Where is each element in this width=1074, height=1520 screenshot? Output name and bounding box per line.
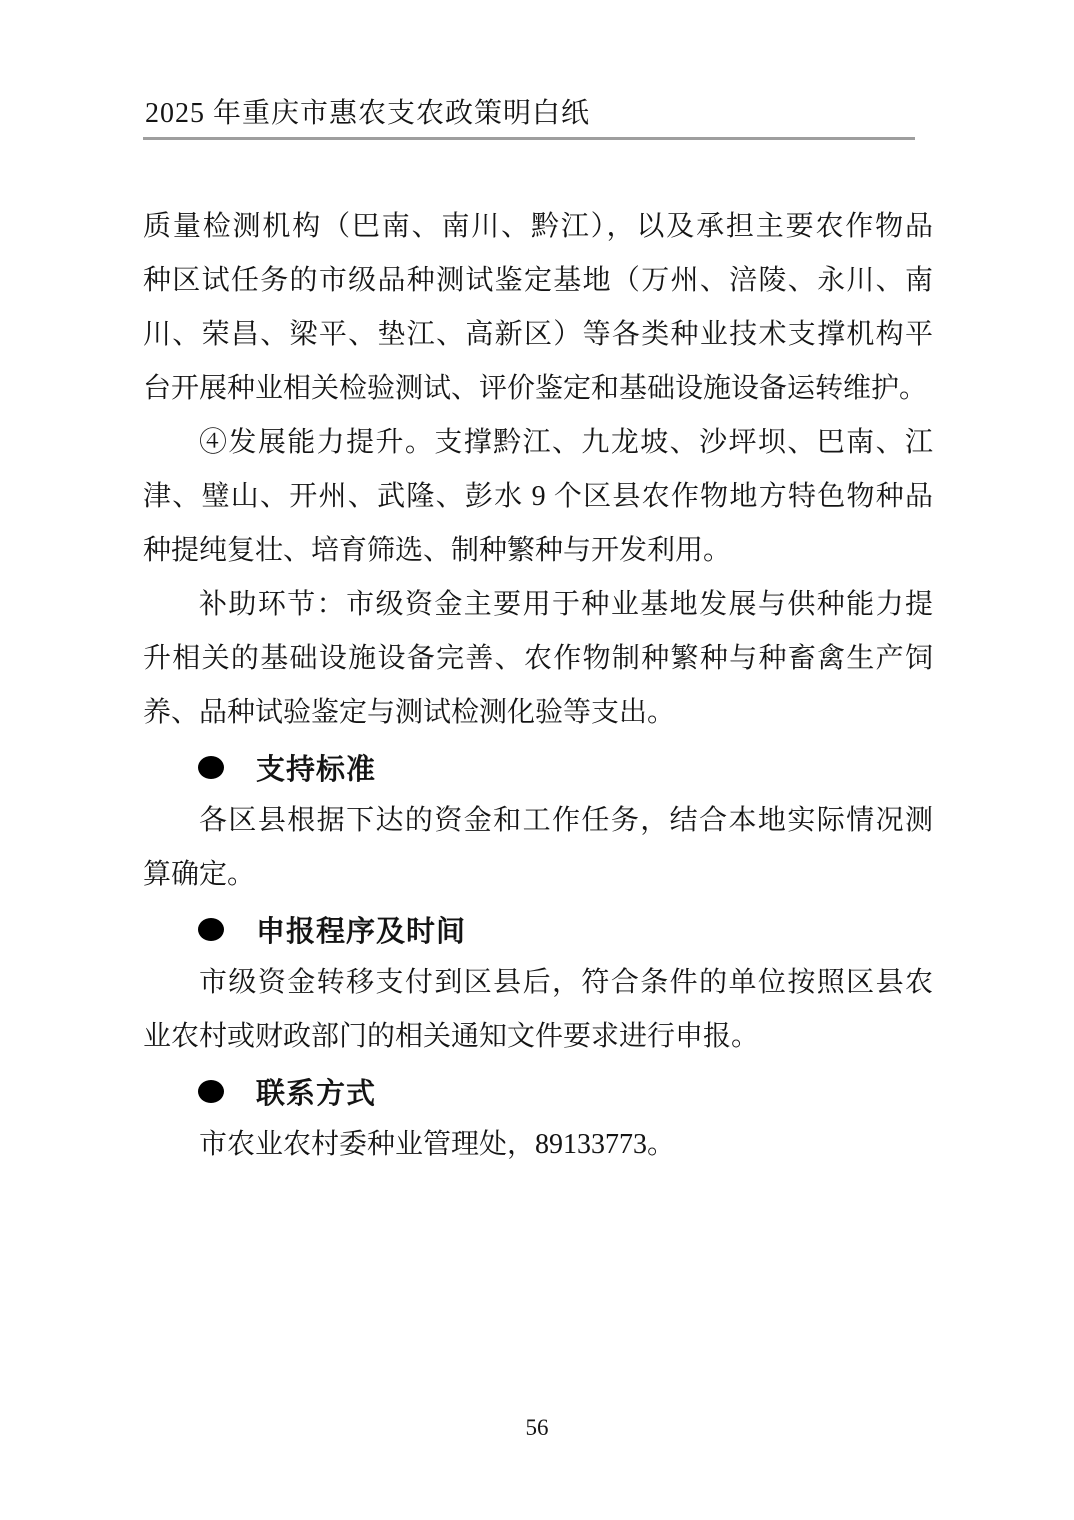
document-line: 台开展种业相关检验测试、评价鉴定和基础设施设备运转维护。 bbox=[143, 373, 928, 404]
bullet-icon bbox=[198, 918, 224, 941]
document-line: 种区试任务的市级品种测试鉴定基地（万州、涪陵、永川、南 bbox=[143, 265, 933, 296]
document-line: ④发展能力提升。支撑黔江、九龙坡、沙坪坝、巴南、江 bbox=[199, 427, 933, 458]
document-line: 各区县根据下达的资金和工作任务，结合本地实际情况测 bbox=[199, 805, 933, 836]
document-line: 算确定。 bbox=[143, 859, 256, 890]
document-line: 补助环节：市级资金主要用于种业基地发展与供种能力提 bbox=[199, 589, 933, 620]
section-heading-label: 联系方式 bbox=[256, 1077, 377, 1110]
document-line: 种提纯复壮、培育筛选、制种繁种与开发利用。 bbox=[143, 535, 732, 566]
document-line: 升相关的基础设施设备完善、农作物制种繁种与种畜禽生产饲 bbox=[143, 643, 933, 674]
document-body bbox=[143, 200, 933, 1172]
section-heading-application-procedure bbox=[143, 902, 933, 956]
document-line: 养、品种试验鉴定与测试检测化验等支出。 bbox=[143, 697, 676, 728]
section-heading-label: 支持标准 bbox=[256, 753, 377, 786]
section-heading-support-standard bbox=[143, 740, 933, 794]
document-line: 津、璧山、开州、武隆、彭水 9 个区县农作物地方特色物种品 bbox=[143, 481, 933, 512]
bullet-icon bbox=[198, 756, 224, 779]
document-line: 市农业农村委种业管理处，89133773。 bbox=[199, 1129, 676, 1160]
bullet-icon bbox=[198, 1080, 224, 1103]
page-header-title: 2025 年重庆市惠农支农政策明白纸 bbox=[145, 98, 591, 129]
header-rule bbox=[143, 137, 915, 140]
document-line: 川、荣昌、梁平、垫江、高新区）等各类种业技术支撑机构平 bbox=[143, 319, 933, 350]
document-line: 质量检测机构（巴南、南川、黔江），以及承担主要农作物品 bbox=[143, 211, 933, 242]
section-heading-contact bbox=[143, 1064, 933, 1118]
document-line: 业农村或财政部门的相关通知文件要求进行申报。 bbox=[143, 1021, 760, 1052]
document-line: 市级资金转移支付到区县后，符合条件的单位按照区县农 bbox=[199, 967, 933, 998]
section-heading-label: 申报程序及时间 bbox=[256, 915, 467, 948]
page-number: 56 bbox=[525, 1415, 549, 1440]
